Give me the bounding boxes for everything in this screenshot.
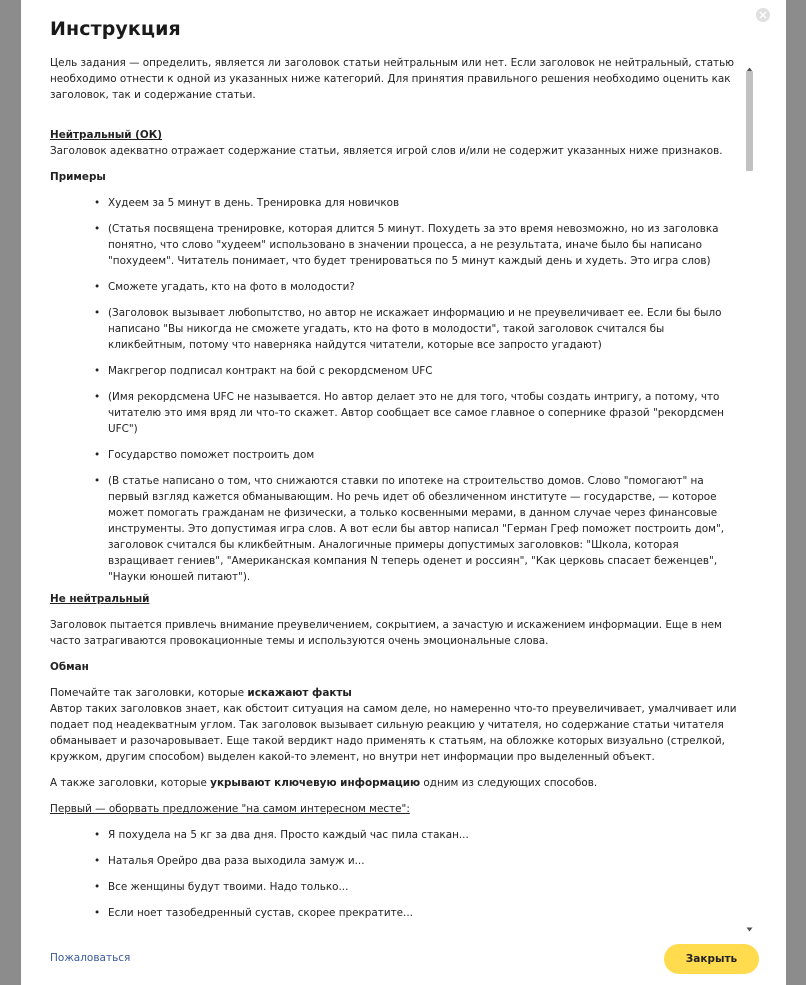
deception-mark-bold: искажают факты xyxy=(247,687,352,699)
hide-suffix: одним из следующих способов. xyxy=(420,777,598,789)
deception-text: Автор таких заголовков знает, как обстоит ситуация на самом деле, но намеренно что-то преувеличивает, умалчивает или подает под неадекватным углом. Так заголовок вызывает сильную реакцию у читателя, но содержание статьи читателя обманывает и разочаровывает. Еще такой вердикт надо применять к статьям, на обложке которых визуально (стрелкой, кружком, другим способом) выделен какой-то элемент, но внутри нет информации про выделенный объект. xyxy=(50,703,737,763)
modal-title: Инструкция xyxy=(50,18,181,40)
list-item: • (Заголовок вызывает любопытство, но автор не искажает информацию и не преувеличивает ее. Если бы было написано "Вы никогда не сможете угадать, кто на фото в молодости", такой заголовок считался бы кликбейтным, потому что наверняка найдутся читатели, которые все запросто угадают) xyxy=(50,305,740,353)
deception-mark-line xyxy=(50,685,740,701)
list-item: • Макгрегор подписал контракт на бой с рекордсменом UFC xyxy=(50,363,740,379)
first-method-heading: Первый — оборвать предложение "на самом интересном месте": xyxy=(50,803,410,815)
instruction-content xyxy=(50,55,740,921)
list-item: • Все женщины будут твоими. Надо только... xyxy=(50,879,740,895)
neutral-heading: Нейтральный (ОК) xyxy=(50,129,162,141)
not-neutral-description: Заголовок пытается привлечь внимание преувеличением, сокрытием, а зачастую и искажением информации. Еще в нем часто затрагиваются провокационные темы и используются очень эмоциональные слова. xyxy=(50,619,722,647)
examples-heading: Примеры xyxy=(50,171,106,183)
list-item: • Сможете угадать, кто на фото в молодости? xyxy=(50,279,740,295)
hide-info-line xyxy=(50,775,740,791)
list-item: • (Статья посвящена тренировке, которая длится 5 минут. Похудеть за это время невозможно, но из заголовка понятно, что слово "худеем" использовано в значении процесса, а не результата, иначе было бы написано "похудеем". Читатель понимает, что будет тренироваться по 5 минут каждый день и худеть. Это игра слов) xyxy=(50,221,740,269)
triangle-up-icon[interactable] xyxy=(745,59,754,68)
list-item: • (В статье написано о том, что снижаются ставки по ипотеке на строительство домов. Слово "помогают" на первый взгляд кажется обманывающим. Но речь идет об обезличенном институте — государстве, — которое может помогать гражданам не физически, а только косвенными мерами, в данном случае через финансовые инструменты. Это допустимая игра слов. А вот если бы автор написал "Герман Греф поможет построить дом", заголовок считался бы кликбейтным. Аналогичные примеры допустимых заголовков: "Школа, которая взращивает гениев", "Американская компания N теперь оденет и россиян", "Как церковь спасает беженцев", "Науки юношей питают"). xyxy=(50,473,740,585)
list-item: • Государство поможет построить дом xyxy=(50,447,740,463)
deception-heading: Обман xyxy=(50,661,89,673)
neutral-examples-list xyxy=(50,195,740,585)
vertical-scrollbar[interactable] xyxy=(745,59,754,928)
scrollbar-thumb[interactable] xyxy=(746,71,753,171)
first-method-examples-list xyxy=(50,827,740,921)
hide-prefix: А также заголовки, которые xyxy=(50,777,211,789)
triangle-down-icon[interactable] xyxy=(745,919,754,928)
list-item: • (Имя рекордсмена UFC не называется. Но автор делает это не для того, чтобы создать интригу, а потому, что читателю это имя вряд ли что-то скажет. Автор сообщает все самое главное о сопернике фразой "рекордсмен UFC") xyxy=(50,389,740,437)
list-item: • Я похудела на 5 кг за два дня. Просто каждый час пила стакан... xyxy=(50,827,740,843)
not-neutral-heading: Не нейтральный xyxy=(50,593,150,605)
list-item: • Худеем за 5 минут в день. Тренировка для новичков xyxy=(50,195,740,211)
close-icon[interactable] xyxy=(756,8,770,22)
close-button[interactable]: Закрыть xyxy=(664,944,759,974)
intro-text: Цель задания — определить, является ли заголовок статьи нейтральным или нет. Если заголовок не нейтральный, статью необходимо отнести к одной из указанных ниже категорий. Для принятия правильного решения необходимо оценить как заголовок, так и содержание статьи. xyxy=(50,57,734,101)
list-item: • Наталья Орейро два раза выходила замуж и... xyxy=(50,853,740,869)
hide-bold: укрывают ключевую информацию xyxy=(210,777,421,789)
instruction-modal xyxy=(21,0,786,985)
deception-mark-prefix: Помечайте так заголовки, которые xyxy=(50,687,248,699)
neutral-description: Заголовок адекватно отражает содержание статьи, является игрой слов и/или не содержит указанных ниже признаков. xyxy=(50,145,723,157)
list-item: • Если ноет тазобедренный сустав, скорее прекратите... xyxy=(50,905,740,921)
complain-link[interactable]: Пожаловаться xyxy=(50,952,131,964)
instruction-scroll-area[interactable] xyxy=(50,55,740,928)
